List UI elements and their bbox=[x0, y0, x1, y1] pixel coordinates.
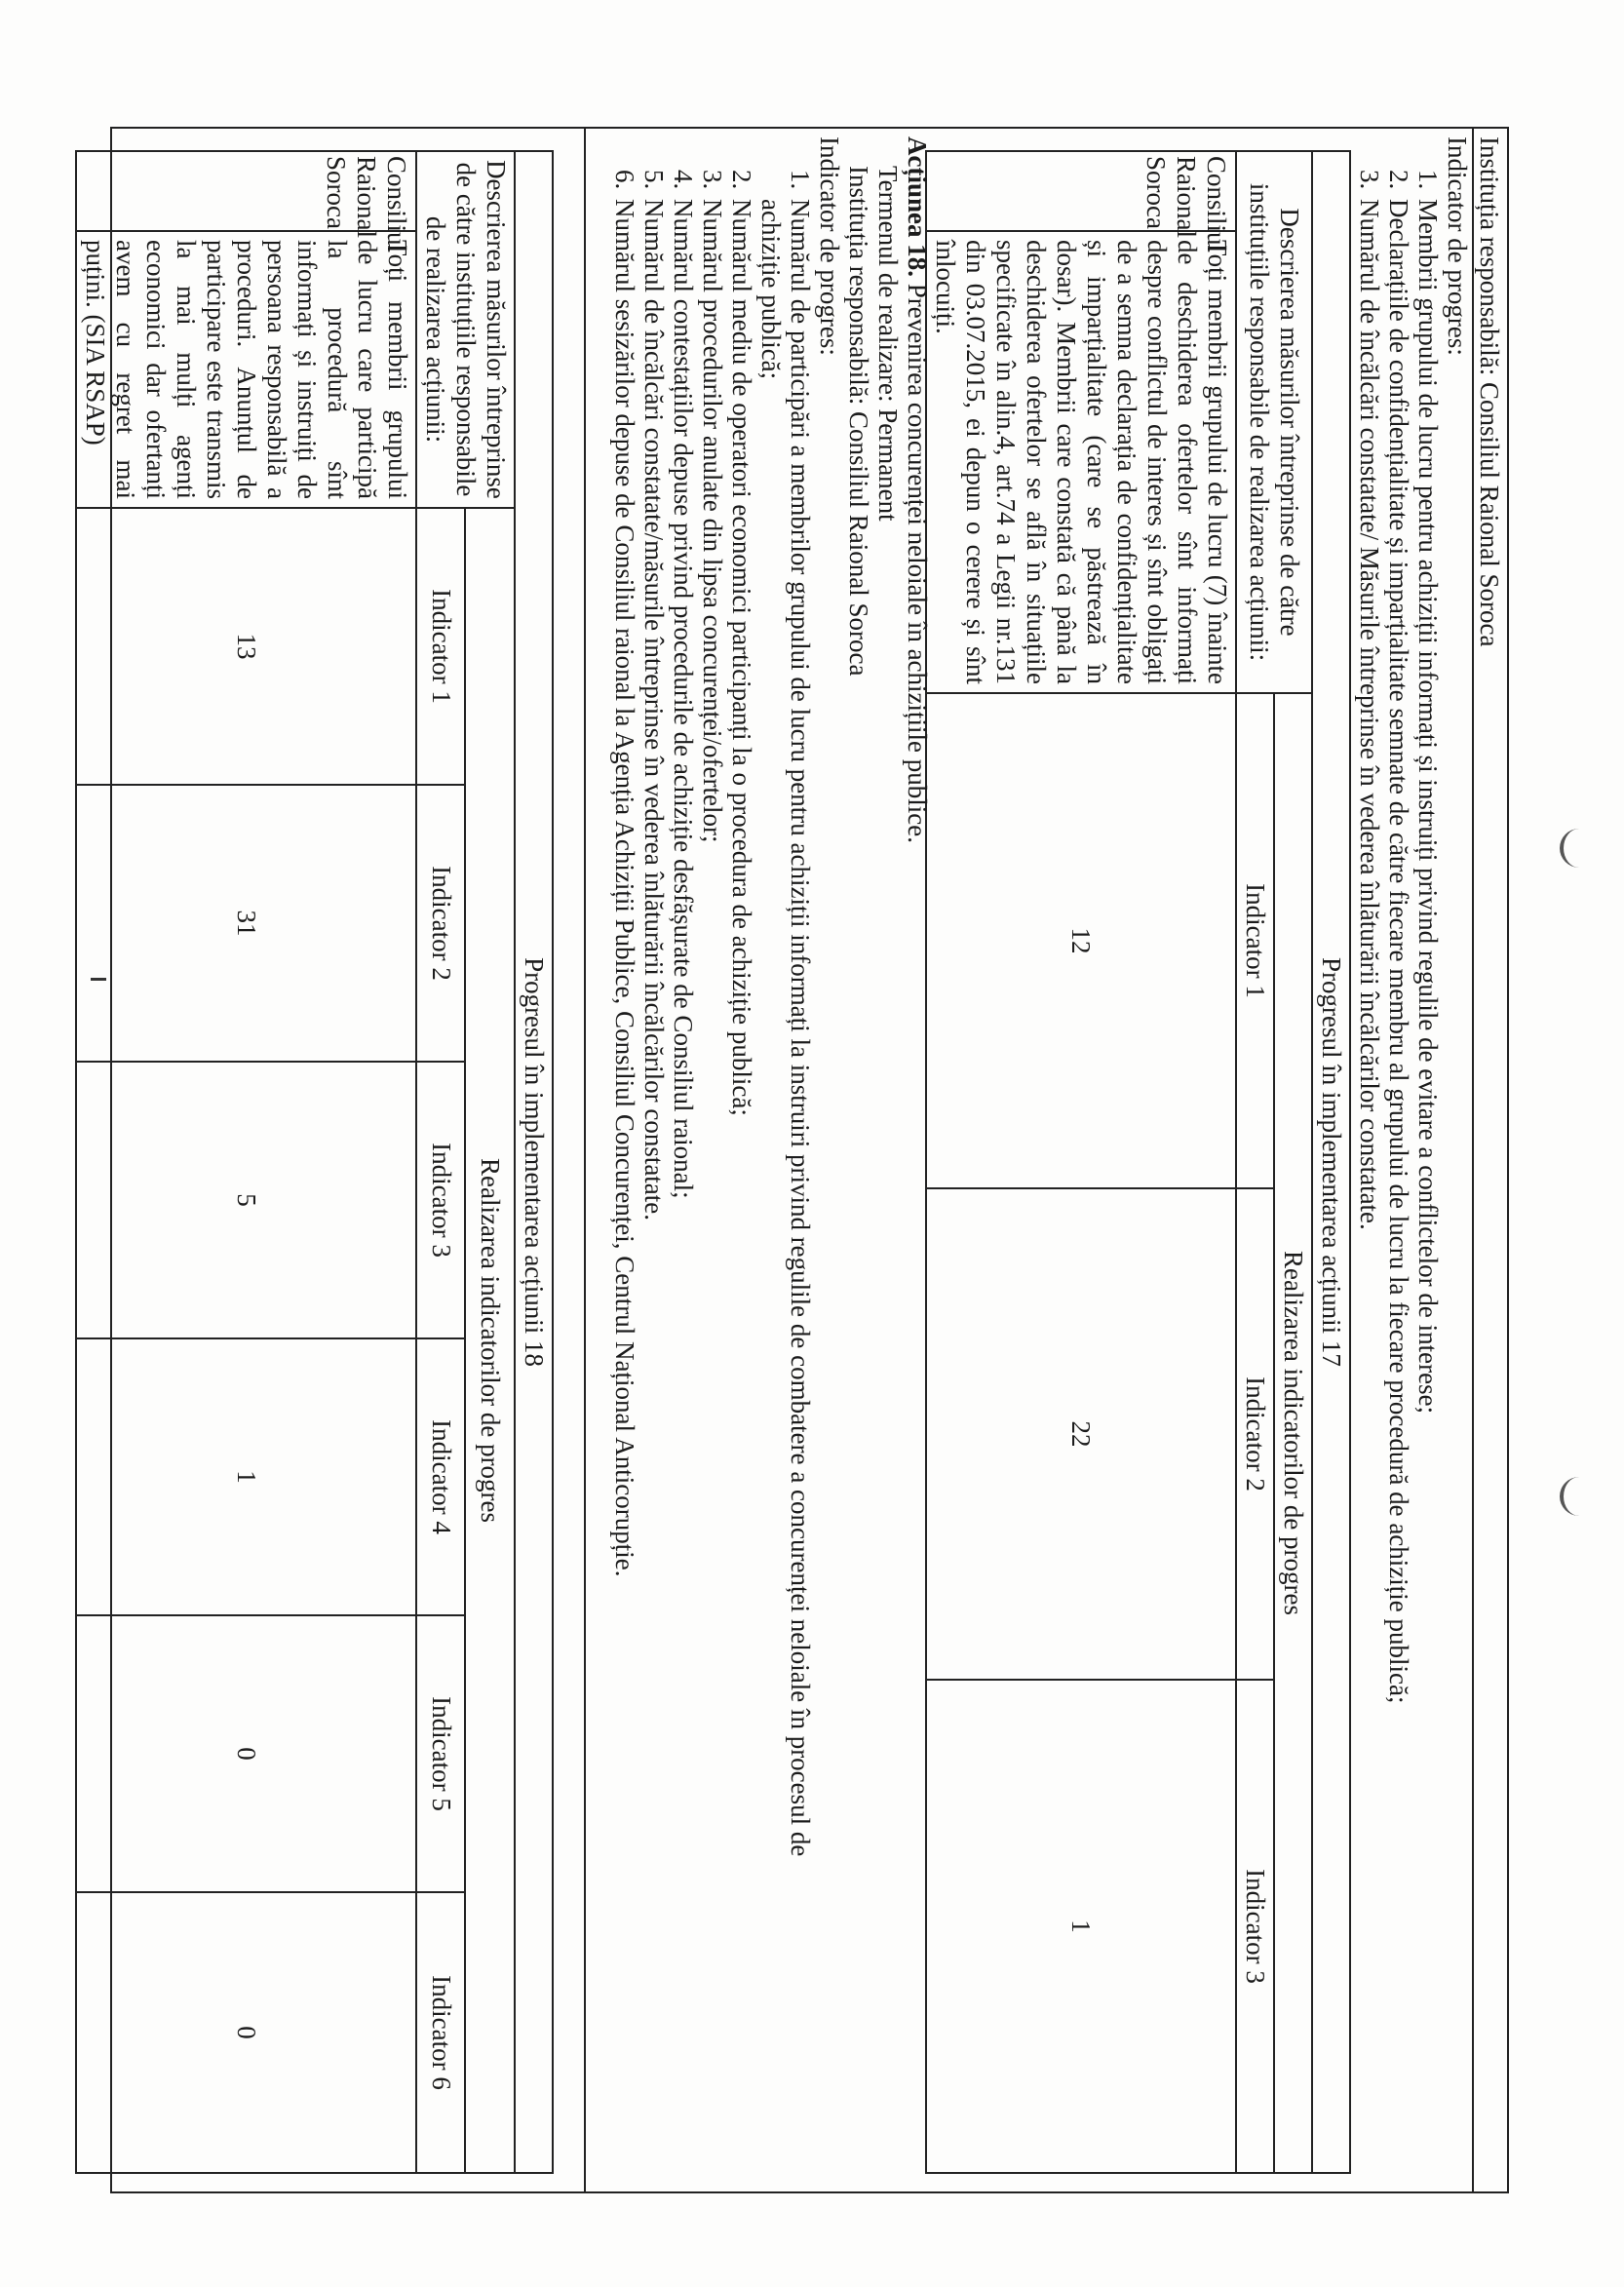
action-18-indicator-5-value: 0 bbox=[76, 1615, 416, 1892]
action-18-progress-title: Progresul în implementarea acțiunii 18 bbox=[515, 151, 553, 2173]
action-18-indicator-3: 3.Numărul procedurilor anulate din lipsa concurenței/ofertelor; bbox=[698, 170, 727, 843]
action-18-indicator-1-label: Indicator 1 bbox=[416, 508, 466, 785]
action-17-desc-header: Descrierea măsurilor întreprinse de către instituțiile responsabile de realizarea acțiunii: bbox=[1236, 151, 1312, 693]
scan-artifact bbox=[91, 978, 106, 981]
action-17-table bbox=[925, 150, 1351, 2174]
action-18-indicator-4-label: Indicator 4 bbox=[416, 1338, 466, 1615]
action-18-indicator-2-label: Indicator 2 bbox=[416, 785, 466, 1062]
action-17-progress-title: Progresul în implementarea acțiunii 17 bbox=[1312, 151, 1350, 2173]
action-18-indicators-header: Realizarea indicatorilor de progres bbox=[466, 508, 516, 2173]
action-17-indicator-3-label: Indicator 3 bbox=[1236, 1680, 1274, 2173]
action-18-term: Termenul de realizare: Permanent bbox=[873, 166, 903, 522]
action-18-indicator-2-value: 31 bbox=[76, 785, 416, 1062]
binder-mark bbox=[1560, 1477, 1585, 1516]
action-18-title: Acțiunea 18. Prevenirea concurenței neloiale în achizițiile publice. bbox=[903, 136, 932, 843]
action-18-indicator-5-label: Indicator 5 bbox=[416, 1615, 466, 1892]
action-17-indicators-header: Realizarea indicatorilor de progres bbox=[1274, 693, 1312, 2173]
divider bbox=[584, 129, 586, 2191]
binder-mark bbox=[1560, 829, 1585, 868]
action-18-indicator-1-value: 13 bbox=[76, 508, 416, 785]
action-18-responsible: Instituția responsabilă: Consiliul Raional Soroca bbox=[844, 166, 873, 677]
action-17-indicator-3-value: 1 bbox=[926, 1680, 1236, 2173]
action-18-desc-header: Descrierea măsurilor întreprinse de către instituțiile responsabile de realizarea acțiunii: bbox=[416, 151, 515, 508]
header-responsible: Instituția responsabilă: Consiliul Raional Soroca bbox=[1475, 136, 1504, 647]
action-17-indicator-1-label: Indicator 1 bbox=[1236, 693, 1274, 1188]
action-18-institution: Consiliul Raional Soroca bbox=[76, 151, 416, 231]
action-17-indicator-1-value: 12 bbox=[926, 693, 1236, 1188]
action-18-indicator-1: 1.Numărul de participări a membrilor grupului de lucru pentru achiziții informați la instruiri privind regulile de combatere a concurenței neloiale în procesul de bbox=[786, 170, 815, 1857]
action-18-table bbox=[75, 150, 554, 2174]
action-18-description: Toți membrii grupului de lucru care participă la procedură sînt informați și instruiți de persoana responsabilă a proceduri. Anunțul de participare este transmis la mai mulți agenți economici dar ofertanți avem cu regret mai puțini. (SIA RSAP) bbox=[76, 231, 416, 508]
action-18-indicator-6-value: 0 bbox=[76, 1892, 416, 2173]
action-18-indicator-6-label: Indicator 6 bbox=[416, 1892, 466, 2173]
action-18-indicator-4-value: 1 bbox=[76, 1338, 416, 1615]
action-18-indicator-3-value: 5 bbox=[76, 1062, 416, 1338]
action-18-indicator-3-label: Indicator 3 bbox=[416, 1062, 466, 1338]
action-18-indicator-6: 6.Numărul sesizărilor depuse de Consiliul raional la Agenția Achiziții Publice, Consiliul Concurenței, Centrul Național Anticorupție. bbox=[610, 170, 639, 1577]
header-indicator-1: 1.Membrii grupului de lucru pentru achiziții informați și instruiți privind regulile de evitare a conflictelor de interese; bbox=[1413, 170, 1443, 1415]
header-indicator-title: Indicator de progres: bbox=[1443, 136, 1472, 356]
document-frame bbox=[81, 127, 1509, 2193]
divider bbox=[1472, 129, 1474, 2191]
action-17-description: Toți membrii grupului de lucru (7) înainte de deschiderea ofertelor sînt informați despre conflictul de interes și sînt obligați de a semna declarația de confidențialitate și imparțialitate (care se păstrează în dosar). Membrii care constată că până la deschiderea ofertelor se află în situațiile specificate în alin.4, art.74 a Legii nr.131 din 03.07.2015, ei depun o cerere și sînt înlocuiți. bbox=[926, 231, 1236, 693]
header-indicator-3: 3.Numărul de încălcări constatate/ Măsurile întreprinse în vederea înlăturării încălcărilor constatate. bbox=[1355, 170, 1384, 1230]
action-17-indicator-2-label: Indicator 2 bbox=[1236, 1188, 1274, 1680]
header-indicator-2: 2.Declarațiile de confidențialitate și imparțialitate semnate de către fiecare membru al grupului de lucru la fiecare procedură de achiziție publică; bbox=[1384, 170, 1413, 1704]
action-17-institution: Consiliul Raional Soroca bbox=[926, 151, 1236, 231]
action-18-indicator-1-cont: achiziție publică; bbox=[756, 199, 786, 380]
action-18-indicator-4: 4.Numărul contestațiilor depuse privind procedurile de achiziție desfășurate de Consiliul raional; bbox=[669, 170, 698, 1199]
action-18-indicator-5: 5.Numărul de încălcări constatate/măsurile întreprinse în vederea înlăturării încălcărilor constatate. bbox=[639, 170, 669, 1221]
action-18-indicator-title: Indicator de progres: bbox=[815, 136, 844, 356]
action-17-indicator-2-value: 22 bbox=[926, 1188, 1236, 1680]
action-18-indicator-2: 2.Numărul mediu de operatori economici participanți la o procedura de achiziție publică; bbox=[727, 170, 756, 1116]
